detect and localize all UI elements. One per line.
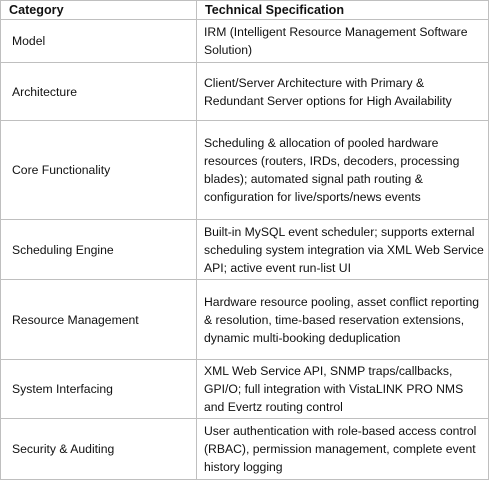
- table-row: [1, 360, 489, 419]
- row-category: Model: [1, 20, 197, 63]
- table-row: [1, 20, 489, 63]
- header-spec: Technical Specification: [197, 1, 489, 20]
- row-spec: Hardware resource pooling, asset conflict reporting & resolution, time-based reservation extensions, dynamic multi-booking deduplication: [197, 280, 489, 360]
- row-category: Architecture: [1, 63, 197, 121]
- row-spec: Client/Server Architecture with Primary & Redundant Server options for High Availability: [197, 63, 489, 121]
- row-category: System Interfacing: [1, 360, 197, 419]
- table-row: [1, 63, 489, 121]
- header-row: [1, 1, 489, 20]
- row-spec: IRM (Intelligent Resource Management Software Solution): [197, 20, 489, 63]
- header-category: Category: [1, 1, 197, 20]
- row-category: Resource Management: [1, 280, 197, 360]
- table-row: [1, 220, 489, 280]
- row-category: Security & Auditing: [1, 419, 197, 480]
- row-category: Core Functionality: [1, 121, 197, 220]
- row-spec: Scheduling & allocation of pooled hardware resources (routers, IRDs, decoders, processing blades); automated signal path routing & configuration for live/sports/news events: [197, 121, 489, 220]
- row-spec: XML Web Service API, SNMP traps/callbacks, GPI/O; full integration with VistaLINK PRO NMS and Evertz routing control: [197, 360, 489, 419]
- table-row: [1, 121, 489, 220]
- table-row: [1, 280, 489, 360]
- row-spec: User authentication with role-based access control (RBAC), permission management, complete event history logging: [197, 419, 489, 480]
- row-category: Scheduling Engine: [1, 220, 197, 280]
- row-spec: Built-in MySQL event scheduler; supports external scheduling system integration via XML Web Service API; active event run-list UI: [197, 220, 489, 280]
- table-row: [1, 419, 489, 480]
